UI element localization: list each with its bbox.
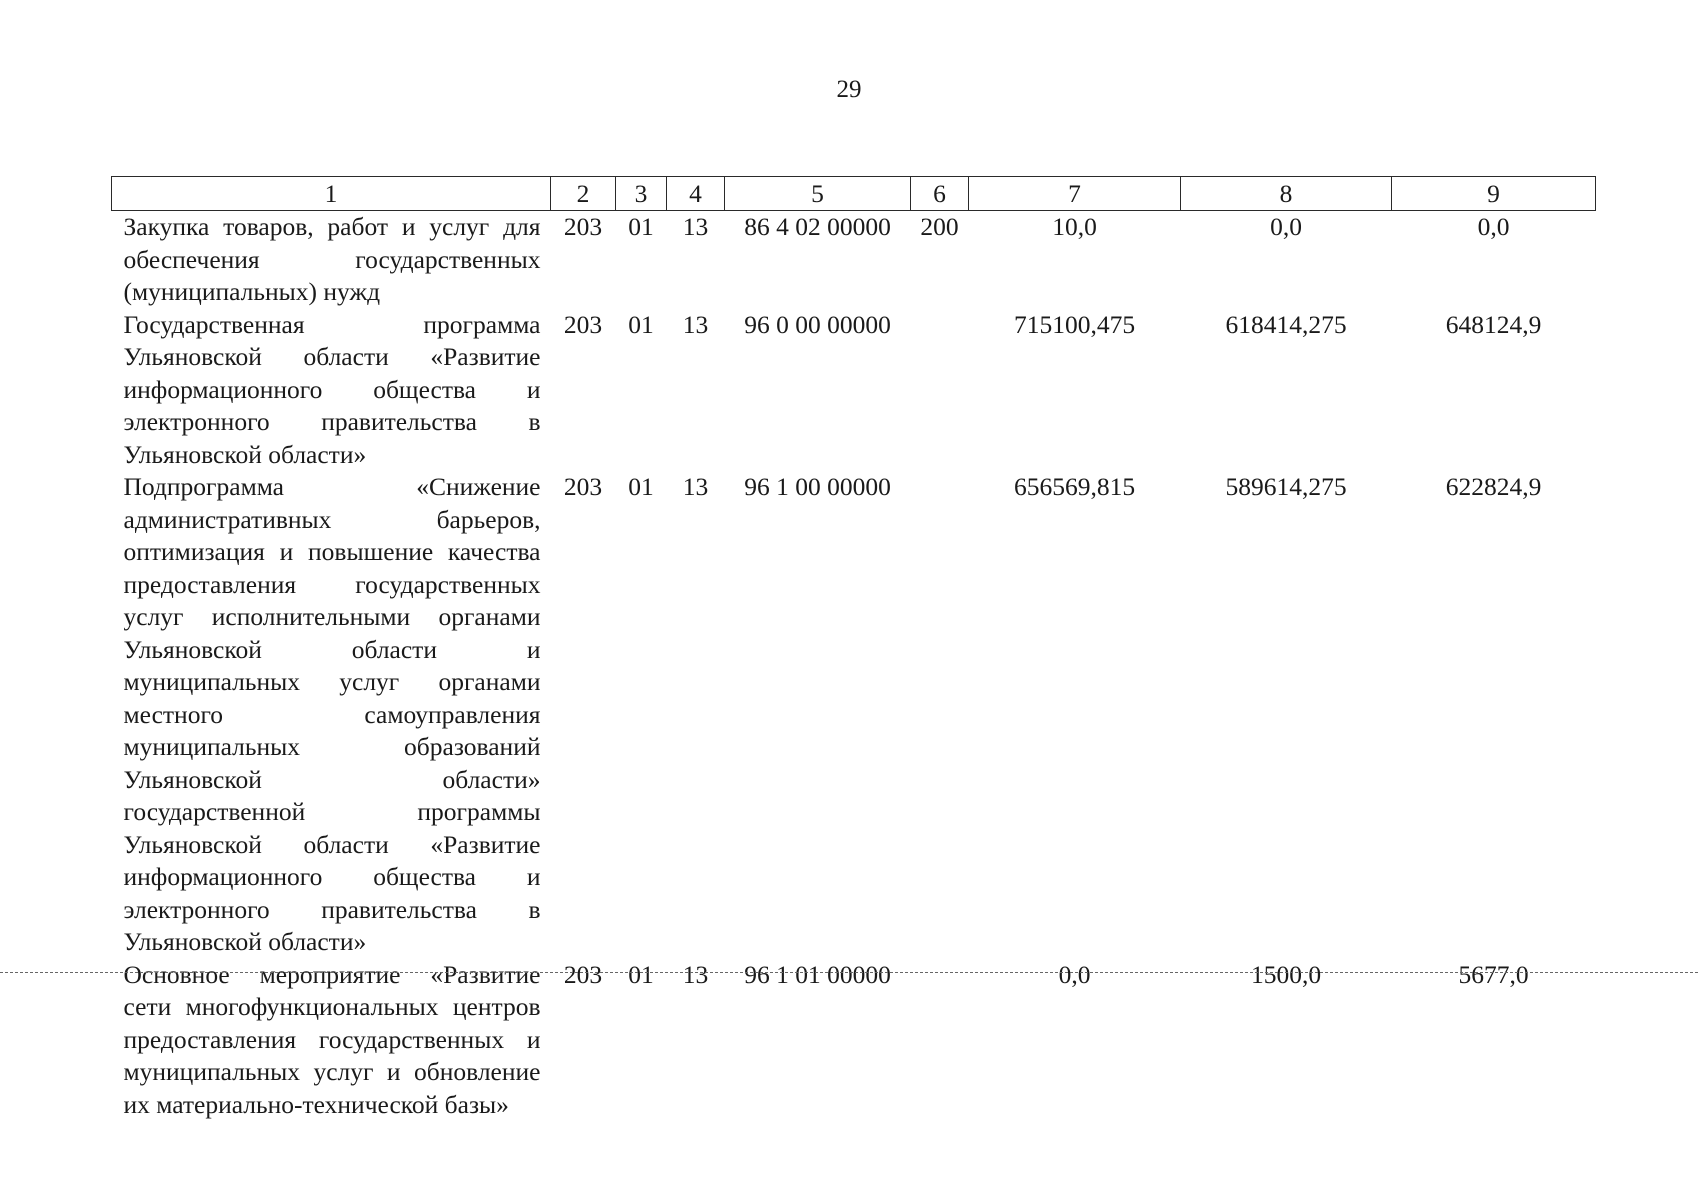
column-header-9: 9	[1392, 177, 1596, 211]
table-row	[112, 959, 1596, 1122]
row-name: Государственная программа Ульяновской области «Развитие информационного общества и электронного правительства в Ульяновской области»	[123, 309, 541, 469]
row-cell-4: 13	[682, 959, 709, 989]
column-header-5: 5	[725, 177, 911, 211]
row-cell-7: 10,0	[1052, 212, 1097, 241]
row-cell-5: 96 1 01 00000	[744, 959, 891, 989]
column-header-4: 4	[667, 177, 725, 211]
table-header-row	[112, 177, 1596, 211]
row-cell-4: 13	[682, 472, 709, 501]
row-cell-2: 203	[563, 309, 603, 339]
row-cell-7: 0,0	[1058, 959, 1091, 989]
row-cell-4: 13	[682, 212, 709, 241]
row-cell-2: 203	[563, 959, 603, 989]
table-row	[112, 309, 1596, 472]
page-number: 29	[836, 76, 862, 103]
column-header-8: 8	[1181, 177, 1392, 211]
row-cell-9: 622824,9	[1445, 472, 1542, 501]
row-cell-4: 13	[682, 309, 709, 339]
row-cell-6: 200	[920, 212, 959, 241]
row-name: Закупка товаров, работ и услуг для обеспечения государственных (муниципальных) нужд	[123, 212, 541, 306]
column-header-7: 7	[969, 177, 1181, 211]
row-cell-5: 96 0 00 00000	[744, 309, 891, 339]
row-cell-3: 01	[628, 309, 654, 339]
column-header-3: 3	[616, 177, 667, 211]
row-cell-8: 618414,275	[1225, 309, 1347, 339]
table-row	[112, 211, 1596, 309]
row-cell-3: 01	[628, 959, 654, 989]
column-header-1: 1	[112, 177, 551, 211]
row-cell-9: 648124,9	[1445, 309, 1542, 339]
row-name: Основное мероприятие «Развитие сети многофункциональных центров предоставления государственных и муниципальных услуг и обновление их материально-технической базы»	[123, 959, 541, 1119]
row-cell-6	[911, 471, 969, 959]
row-name: Подпрограмма «Снижение административных барьеров, оптимизация и повышение качества предоставления государственных услуг исполнительными органами Ульяновской области и муниципальных услуг органами местного самоуправления муниципальных образований Ульяновской области» государственной программы Ульяновской области «Развитие информационного общества и электронного правительства в Ульяновской области»	[123, 472, 541, 956]
budget-table	[111, 176, 1596, 1121]
row-cell-2: 203	[563, 472, 603, 501]
row-cell-7: 656569,815	[1013, 472, 1136, 501]
row-cell-8: 0,0	[1270, 212, 1302, 241]
row-cell-3: 01	[628, 212, 654, 241]
row-cell-5: 86 4 02 00000	[744, 212, 891, 241]
row-cell-9: 0,0	[1477, 212, 1510, 241]
table-row	[112, 471, 1596, 959]
row-cell-8: 589614,275	[1225, 472, 1347, 501]
row-cell-9: 5677,0	[1458, 959, 1529, 989]
row-cell-5: 96 1 00 00000	[744, 472, 891, 501]
row-cell-6	[911, 309, 969, 472]
row-cell-6	[911, 959, 969, 1122]
scan-dashed-line	[0, 972, 1698, 973]
column-header-6: 6	[911, 177, 969, 211]
row-cell-7: 715100,475	[1013, 309, 1136, 339]
row-cell-3: 01	[628, 472, 654, 501]
column-header-2: 2	[551, 177, 616, 211]
row-cell-8: 1500,0	[1250, 959, 1322, 989]
row-cell-2: 203	[563, 212, 603, 241]
